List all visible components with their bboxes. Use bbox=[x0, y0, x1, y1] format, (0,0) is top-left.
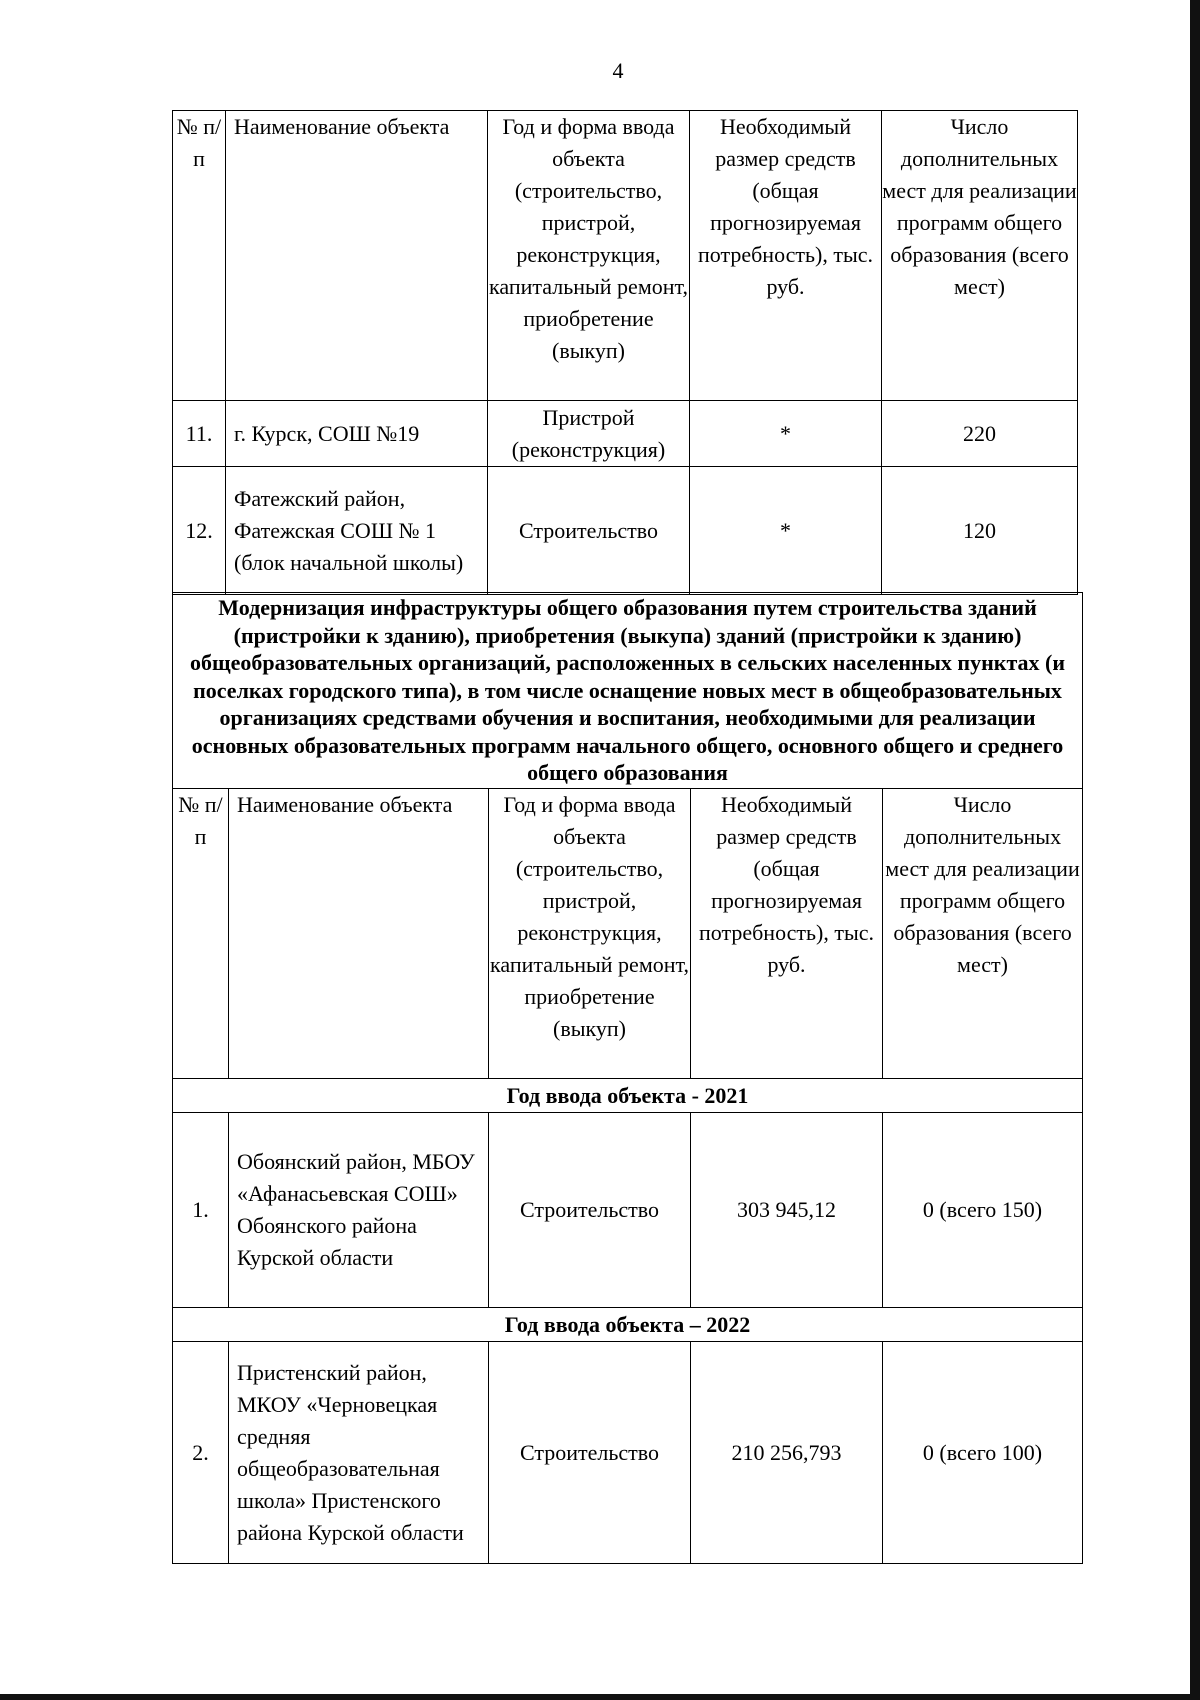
row-num: 2. bbox=[173, 1342, 229, 1564]
row-num: 12. bbox=[173, 467, 226, 595]
modernization-table bbox=[172, 592, 1083, 1564]
header-funds: Необходимый размер средств (общая прогнозируемая потребность), тыс. руб. bbox=[690, 111, 882, 401]
row-form: Строительство bbox=[488, 467, 690, 595]
row-name: г. Курск, СОШ №19 bbox=[226, 401, 488, 467]
year-row-2021 bbox=[173, 1079, 1083, 1113]
row-num: 11. bbox=[173, 401, 226, 467]
table-header-row bbox=[173, 789, 1083, 1079]
scan-edge-bottom bbox=[0, 1694, 1200, 1700]
row-places: 0 (всего 150) bbox=[883, 1113, 1083, 1308]
page-number: 4 bbox=[612, 58, 624, 83]
objects-table-continued bbox=[172, 110, 1078, 595]
row-num: 1. bbox=[173, 1113, 229, 1308]
header-funds: Необходимый размер средств (общая прогнозируемая потребность), тыс. руб. bbox=[691, 789, 883, 1079]
year-label-2022: Год ввода объекта – 2022 bbox=[173, 1308, 1083, 1342]
header-num: № п/п bbox=[173, 789, 229, 1079]
table-row bbox=[173, 1342, 1083, 1564]
row-places: 0 (всего 100) bbox=[883, 1342, 1083, 1564]
table-row bbox=[173, 401, 1078, 467]
section-heading-row bbox=[173, 593, 1083, 789]
row-funds: * bbox=[690, 467, 882, 595]
table-row bbox=[173, 1113, 1083, 1308]
header-name: Наименование объекта bbox=[229, 789, 489, 1079]
year-row-2022 bbox=[173, 1308, 1083, 1342]
row-form: Строительство bbox=[489, 1342, 691, 1564]
scan-edge-right bbox=[1190, 0, 1200, 1700]
row-form: Строительство bbox=[489, 1113, 691, 1308]
header-places: Число дополнительных мест для реализации программ общего образования (всего мест) bbox=[882, 111, 1078, 401]
row-funds: 210 256,793 bbox=[691, 1342, 883, 1564]
row-name: Пристенский район, МКОУ «Черновецкая средняя общеобразовательная школа» Пристенского района Курской области bbox=[229, 1342, 489, 1564]
header-num: № п/п bbox=[173, 111, 226, 401]
row-name: Обоянский район, МБОУ «Афанасьевская СОШ» Обоянского района Курской области bbox=[229, 1113, 489, 1308]
header-form: Год и форма ввода объекта (строительство, пристрой, реконструкция, капитальный ремонт, приобретение (выкуп) bbox=[489, 789, 691, 1079]
header-places: Число дополнительных мест для реализации программ общего образования (всего мест) bbox=[883, 789, 1083, 1079]
table-row bbox=[173, 467, 1078, 595]
row-name: Фатежский район, Фатежская СОШ № 1 (блок начальной школы) bbox=[226, 467, 488, 595]
table-header-row bbox=[173, 111, 1078, 401]
row-funds: * bbox=[690, 401, 882, 467]
row-form: Пристрой (реконструкция) bbox=[488, 401, 690, 467]
row-places: 120 bbox=[882, 467, 1078, 595]
header-form: Год и форма ввода объекта (строительство, пристрой, реконструкция, капитальный ремонт, приобретение (выкуп) bbox=[488, 111, 690, 401]
section-title: Модернизация инфраструктуры общего образования путем строительства зданий (пристройки к зданию), приобретения (выкупа) зданий (пристройки к зданию) общеобразовательных организаций, расположенных в сельских населенных пунктах (и поселках городского типа), в том числе оснащение новых мест в общеобразовательных организациях средствами обучения и воспитания, необходимыми для реализации основных образовательных программ начального общего, основного общего и среднего общего образования bbox=[173, 593, 1083, 789]
year-label-2021: Год ввода объекта - 2021 bbox=[173, 1079, 1083, 1113]
row-places: 220 bbox=[882, 401, 1078, 467]
row-funds: 303 945,12 bbox=[691, 1113, 883, 1308]
header-name: Наименование объекта bbox=[226, 111, 488, 401]
